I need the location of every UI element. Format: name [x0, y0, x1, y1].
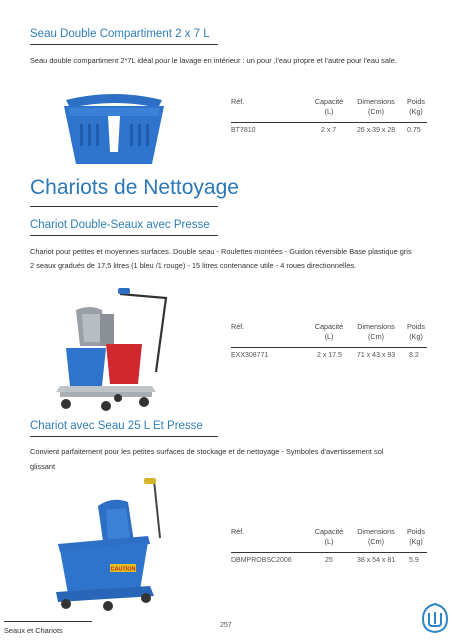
spec-table-1: [231, 97, 427, 137]
cell-capacity: 2 x 17.5: [317, 352, 342, 359]
cell-capacity: 25: [325, 557, 333, 564]
double-bucket-trolley-image: [56, 288, 176, 416]
brand-logo-icon: [421, 603, 449, 633]
cell-dimensions: 38 x 54 x 81: [357, 557, 396, 564]
section-description: Seau double compartiment 2*7L idéal pour le lavage en intérieur : un pour ,l'eau propre et l'autre pour l'eau sale.: [30, 56, 397, 65]
cell-weight: 5.9: [409, 557, 419, 564]
double-compartment-bucket-image: [58, 92, 170, 172]
title-underline: [30, 44, 218, 45]
col-capacity: Capacité (L): [314, 97, 344, 116]
section-description: Chariot pour petites et moyennes surfaces. Double seau - Roulettes montées - Guidon réversible Base plastique gris: [30, 247, 412, 256]
spec-table-2: [231, 322, 427, 362]
cell-ref: EXX308771: [231, 352, 269, 359]
footer-section-label: Seaux et Chariots: [4, 626, 63, 635]
section-description: Convient parfaitement pour les petites surfaces de stockage et de nettoyage - Symboles d'avertissement sol: [30, 447, 384, 456]
table-row: [231, 553, 427, 567]
table-row: [231, 348, 427, 362]
col-dimensions: Dimensions (Cm): [357, 322, 395, 341]
mop-bucket-with-press-image: [50, 478, 174, 612]
section-description-2: 2 seaux gradués de 17,5 litres (1 bleu /1 rouge) - 15 litres contenance utile - 4 roues directionnelles.: [30, 261, 357, 270]
col-ref: Réf.: [231, 527, 245, 536]
cell-dimensions: 26 x 39 x 28: [357, 127, 396, 134]
page-title: Chariots de Nettoyage: [30, 176, 239, 199]
col-weight: Poids (Kg): [407, 322, 425, 341]
cell-ref: DBMPROBSC2006: [231, 557, 292, 564]
col-ref: Réf.: [231, 97, 245, 106]
section-title-press-cart: Chariot avec Seau 25 L Et Presse: [30, 420, 203, 432]
page-number: 257: [220, 622, 232, 629]
title-underline: [30, 206, 218, 207]
caution-label: CAUTION: [110, 566, 136, 573]
col-weight: Poids (Kg): [407, 97, 425, 116]
col-dimensions: Dimensions (Cm): [357, 97, 395, 116]
section-description-2: glissant: [30, 462, 56, 471]
title-underline: [30, 436, 218, 437]
col-capacity: Capacité (L): [314, 527, 344, 546]
title-underline: [30, 235, 218, 236]
col-dimensions: Dimensions (Cm): [357, 527, 395, 546]
cell-dimensions: 71 x 43 x 93: [357, 352, 396, 359]
cell-weight: 8.2: [409, 352, 419, 359]
cell-capacity: 2 x 7: [321, 127, 337, 134]
footer-rule: [4, 621, 92, 622]
section-title-double-bucket: Seau Double Compartiment 2 x 7 L: [30, 28, 210, 40]
col-weight: Poids (Kg): [407, 527, 425, 546]
col-ref: Réf.: [231, 322, 245, 331]
col-capacity: Capacité (L): [314, 322, 344, 341]
cell-weight: 0.75: [407, 127, 421, 134]
spec-table-3: [231, 527, 427, 567]
table-row: [231, 123, 427, 137]
cell-ref: BT7810: [231, 127, 256, 134]
section-title-double-cart: Chariot Double-Seaux avec Presse: [30, 219, 210, 231]
